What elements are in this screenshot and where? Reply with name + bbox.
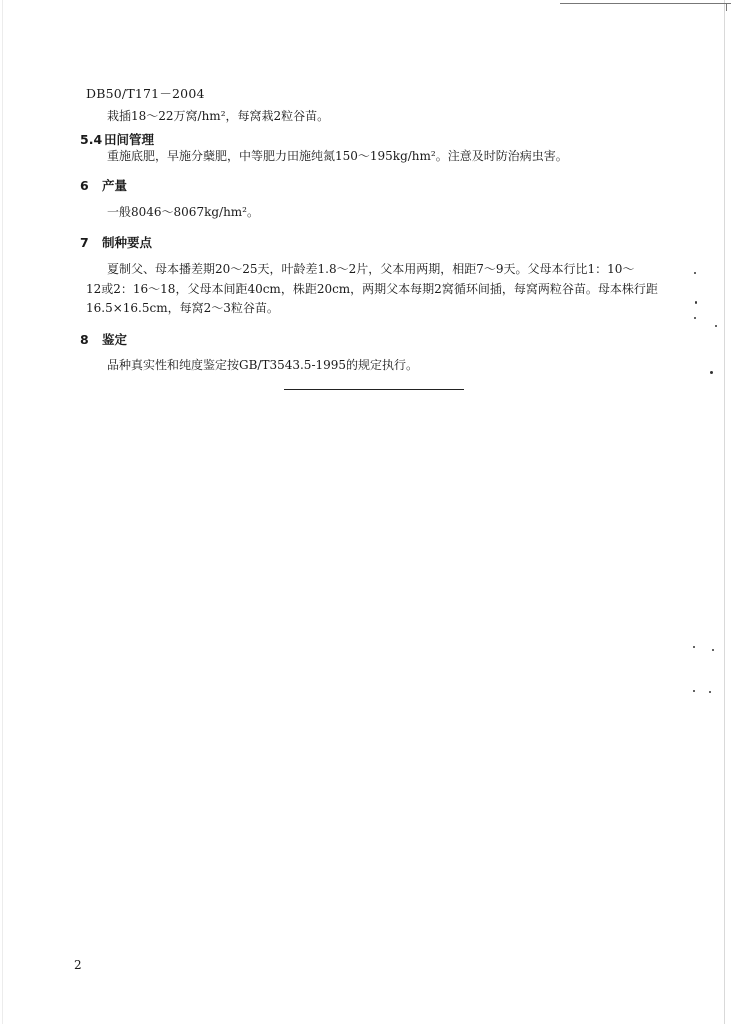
section-6-paragraph: 一般8046～8067kg/hm²。 <box>107 205 259 219</box>
section-7-paragraph-line: 夏制父、母本播差期20～25天，叶龄差1.8～2片，父本用两期，相距7～9天。父母本行比1：10～ <box>107 262 635 276</box>
section-5-4-paragraph: 重施底肥，早施分蘖肥，中等肥力田施纯氮150～195kg/hm²。注意及时防治病虫害。 <box>107 149 568 163</box>
scan-speck <box>694 317 696 319</box>
section-number: 6 <box>80 178 89 193</box>
section-title: 产量 <box>102 178 128 193</box>
section-number: 8 <box>80 332 89 347</box>
scan-speck <box>710 371 713 374</box>
scan-speck <box>693 690 695 692</box>
section-heading-7 <box>80 233 152 251</box>
section-8-paragraph: 品种真实性和纯度鉴定按GB/T3543.5-1995的规定执行。 <box>107 358 419 372</box>
section-number: 5.4 <box>80 132 103 147</box>
section-heading-6 <box>80 176 127 194</box>
scan-speck <box>709 691 711 693</box>
section-title: 鉴定 <box>102 332 128 347</box>
section-7-paragraph-line: 16.5×16.5cm，每窝2～3粒谷苗。 <box>86 301 279 315</box>
document-code: DB50/T171－2004 <box>86 86 205 101</box>
scan-speck <box>715 325 717 327</box>
scan-edge-right <box>724 0 725 1024</box>
end-of-document-rule <box>284 389 464 390</box>
section-heading-8 <box>80 330 127 348</box>
section-7-paragraph-line: 12或2：16～18，父母本间距40cm，株距20cm，两期父本每期2窝循环间插，每窝两粒谷苗。母本株行距 <box>86 282 658 296</box>
corner-tick <box>726 3 727 11</box>
scan-speck <box>694 272 696 274</box>
section-title: 田间管理 <box>104 132 155 147</box>
section-number: 7 <box>80 235 89 250</box>
page-number: 2 <box>74 958 82 972</box>
corner-rule <box>560 3 731 4</box>
section-title: 制种要点 <box>102 235 153 250</box>
section-heading-5-4 <box>80 130 154 148</box>
scan-edge-left <box>2 0 3 1024</box>
continuation-paragraph: 栽插18～22万窝/hm²，每窝栽2粒谷苗。 <box>107 109 330 123</box>
scan-speck <box>712 649 714 651</box>
scan-speck <box>695 301 697 304</box>
scan-speck <box>693 646 695 648</box>
